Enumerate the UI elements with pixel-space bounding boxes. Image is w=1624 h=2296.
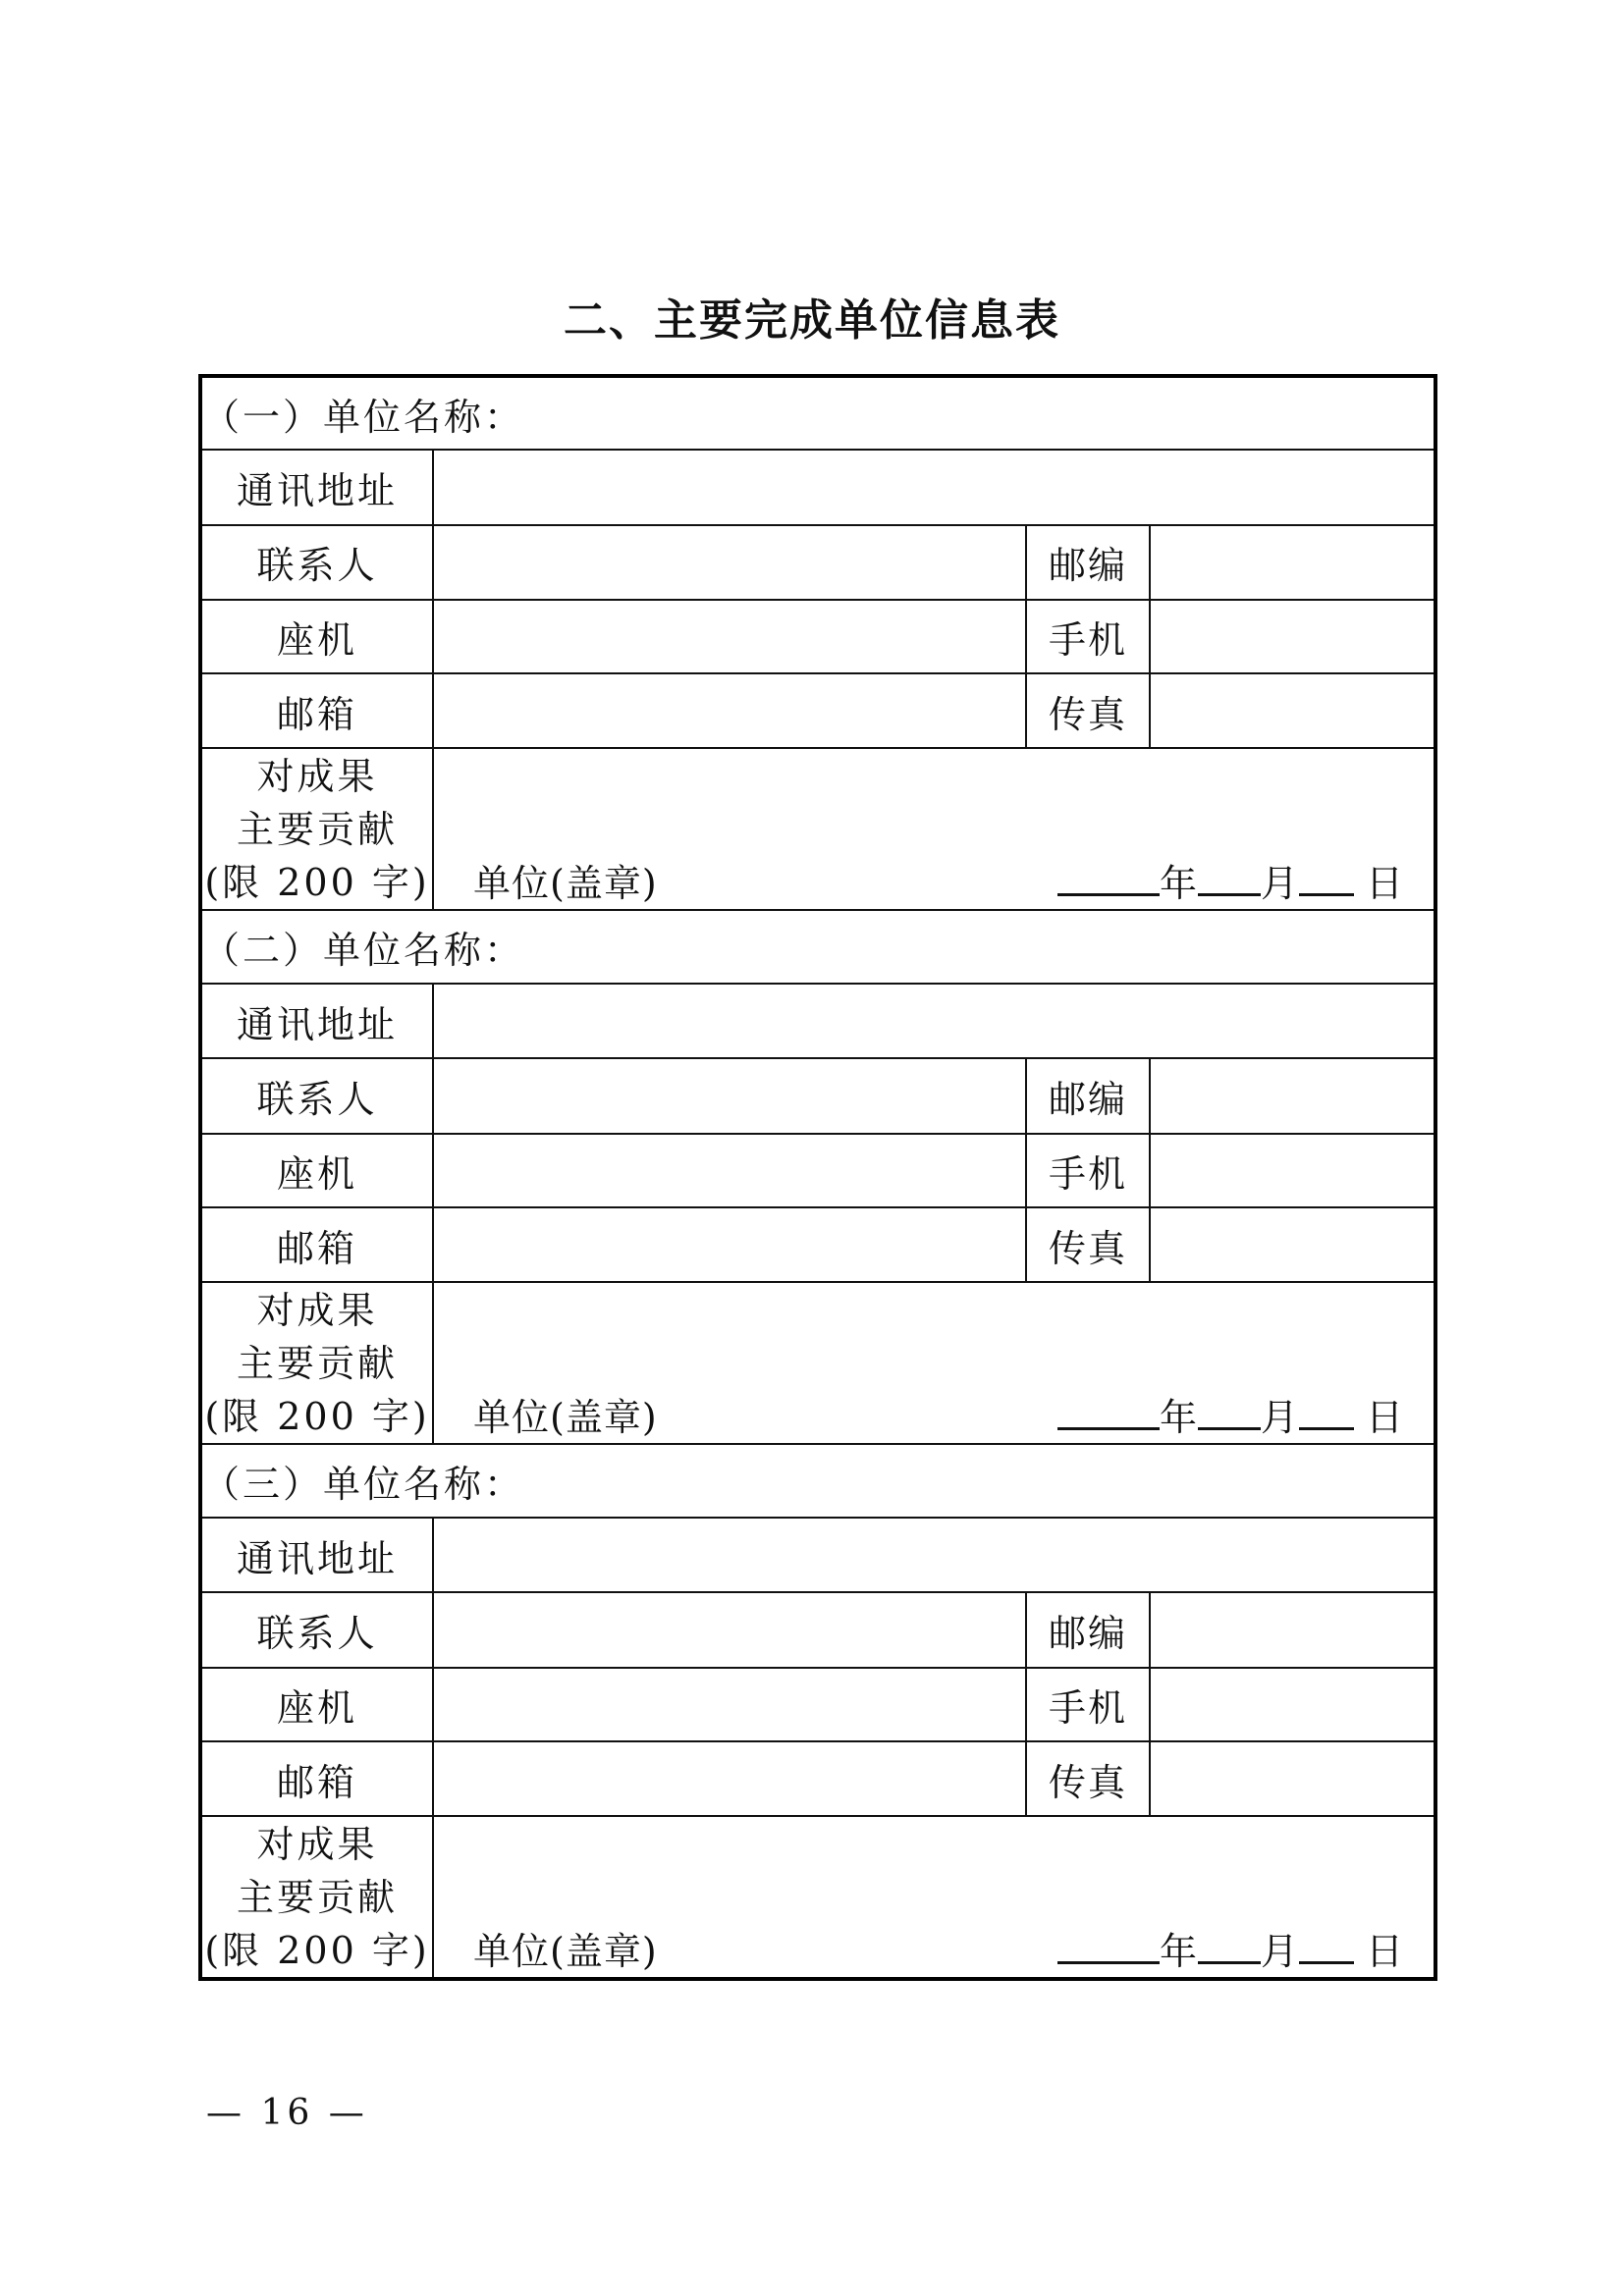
contribution-label-line: 主要贡献 (236, 807, 398, 851)
contribution-label-line: (限 200 字) (204, 1394, 430, 1438)
fax-field[interactable] (1150, 1207, 1435, 1282)
month-label: 月 (1260, 1395, 1299, 1439)
fax-field[interactable] (1150, 673, 1435, 748)
contribution-field[interactable] (433, 1282, 1435, 1444)
month-label: 月 (1260, 1930, 1299, 1973)
postcode-label: 邮编 (1026, 1592, 1150, 1667)
unit-name-field[interactable] (200, 376, 1435, 450)
contribution-field[interactable] (433, 1816, 1435, 1979)
seal-label: 单位(盖章) (473, 1395, 658, 1439)
contribution-row (200, 1816, 1435, 1979)
phone-row (200, 1134, 1435, 1207)
day-label: 日 (1366, 1395, 1405, 1439)
postcode-field[interactable] (1150, 1592, 1435, 1667)
landline-field[interactable] (433, 600, 1026, 673)
seal-label: 单位(盖章) (473, 1930, 658, 1973)
contribution-label-line: 主要贡献 (236, 1875, 398, 1919)
contact-row (200, 1058, 1435, 1133)
unit-name-field[interactable] (200, 910, 1435, 984)
month-blank[interactable] (1198, 1932, 1261, 1964)
year-blank[interactable] (1057, 864, 1160, 896)
address-label: 通讯地址 (200, 450, 433, 524)
mobile-field[interactable] (1150, 1134, 1435, 1207)
contact-field[interactable] (433, 525, 1026, 600)
contribution-label (200, 1816, 433, 1979)
seal-label: 单位(盖章) (473, 861, 658, 905)
postcode-label: 邮编 (1026, 1058, 1150, 1133)
address-label: 通讯地址 (200, 984, 433, 1058)
contribution-row (200, 748, 1435, 910)
year-label: 年 (1159, 1395, 1198, 1439)
email-label: 邮箱 (200, 1207, 433, 1282)
contribution-label-line: (限 200 字) (204, 860, 430, 904)
unit-info-table (198, 374, 1437, 1981)
contact-row (200, 1592, 1435, 1667)
contact-label: 联系人 (200, 525, 433, 600)
mobile-label: 手机 (1026, 1134, 1150, 1207)
contact-label: 联系人 (200, 1058, 433, 1133)
address-row (200, 984, 1435, 1058)
phone-row (200, 600, 1435, 673)
contribution-label-line: 主要贡献 (236, 1341, 398, 1385)
email-label: 邮箱 (200, 1741, 433, 1816)
mobile-label: 手机 (1026, 600, 1150, 673)
unit-header-row (200, 910, 1435, 984)
mobile-label: 手机 (1026, 1668, 1150, 1741)
unit-name-label: （一）单位名称： (202, 395, 525, 439)
mobile-field[interactable] (1150, 600, 1435, 673)
year-label: 年 (1159, 1930, 1198, 1973)
contribution-label-line: 对成果 (256, 754, 378, 798)
email-row (200, 673, 1435, 748)
contribution-label (200, 1282, 433, 1444)
postcode-field[interactable] (1150, 1058, 1435, 1133)
address-row (200, 1518, 1435, 1592)
contact-label: 联系人 (200, 1592, 433, 1667)
email-field[interactable] (433, 673, 1026, 748)
contribution-label-line: 对成果 (256, 1288, 378, 1332)
unit-name-field[interactable] (200, 1444, 1435, 1518)
unit-name-label: （二）单位名称： (202, 929, 525, 973)
contribution-row (200, 1282, 1435, 1444)
email-label: 邮箱 (200, 673, 433, 748)
address-label: 通讯地址 (200, 1518, 433, 1592)
year-blank[interactable] (1057, 1932, 1160, 1964)
landline-label: 座机 (200, 1668, 433, 1741)
contribution-label-line: 对成果 (256, 1822, 378, 1866)
day-blank[interactable] (1299, 1932, 1354, 1964)
landline-field[interactable] (433, 1668, 1026, 1741)
phone-row (200, 1668, 1435, 1741)
page-title: 二、主要完成单位信息表 (564, 295, 1060, 346)
email-row (200, 1741, 1435, 1816)
fax-label: 传真 (1026, 673, 1150, 748)
month-blank[interactable] (1198, 864, 1261, 896)
contribution-label (200, 748, 433, 910)
signature-date (1057, 853, 1404, 907)
email-field[interactable] (433, 1207, 1026, 1282)
contact-field[interactable] (433, 1058, 1026, 1133)
email-field[interactable] (433, 1741, 1026, 1816)
month-blank[interactable] (1198, 1398, 1261, 1430)
landline-field[interactable] (433, 1134, 1026, 1207)
landline-label: 座机 (200, 1134, 433, 1207)
mobile-field[interactable] (1150, 1668, 1435, 1741)
year-label: 年 (1159, 861, 1198, 905)
unit-header-row (200, 376, 1435, 450)
year-blank[interactable] (1057, 1398, 1160, 1430)
month-label: 月 (1260, 861, 1299, 905)
landline-label: 座机 (200, 600, 433, 673)
day-label: 日 (1366, 1930, 1405, 1973)
fax-field[interactable] (1150, 1741, 1435, 1816)
address-field[interactable] (433, 450, 1435, 524)
postcode-field[interactable] (1150, 525, 1435, 600)
email-row (200, 1207, 1435, 1282)
signature-date (1057, 1921, 1404, 1975)
address-field[interactable] (433, 1518, 1435, 1592)
address-row (200, 450, 1435, 524)
unit-name-label: （三）单位名称： (202, 1462, 525, 1506)
contact-field[interactable] (433, 1592, 1026, 1667)
day-label: 日 (1366, 861, 1405, 905)
fax-label: 传真 (1026, 1207, 1150, 1282)
day-blank[interactable] (1299, 864, 1354, 896)
page-number: — 16 — (206, 2093, 368, 2133)
signature-date (1057, 1387, 1404, 1441)
day-blank[interactable] (1299, 1398, 1354, 1430)
fax-label: 传真 (1026, 1741, 1150, 1816)
contribution-label-line: (限 200 字) (204, 1928, 430, 1972)
unit-header-row (200, 1444, 1435, 1518)
postcode-label: 邮编 (1026, 525, 1150, 600)
address-field[interactable] (433, 984, 1435, 1058)
contact-row (200, 525, 1435, 600)
contribution-field[interactable] (433, 748, 1435, 910)
